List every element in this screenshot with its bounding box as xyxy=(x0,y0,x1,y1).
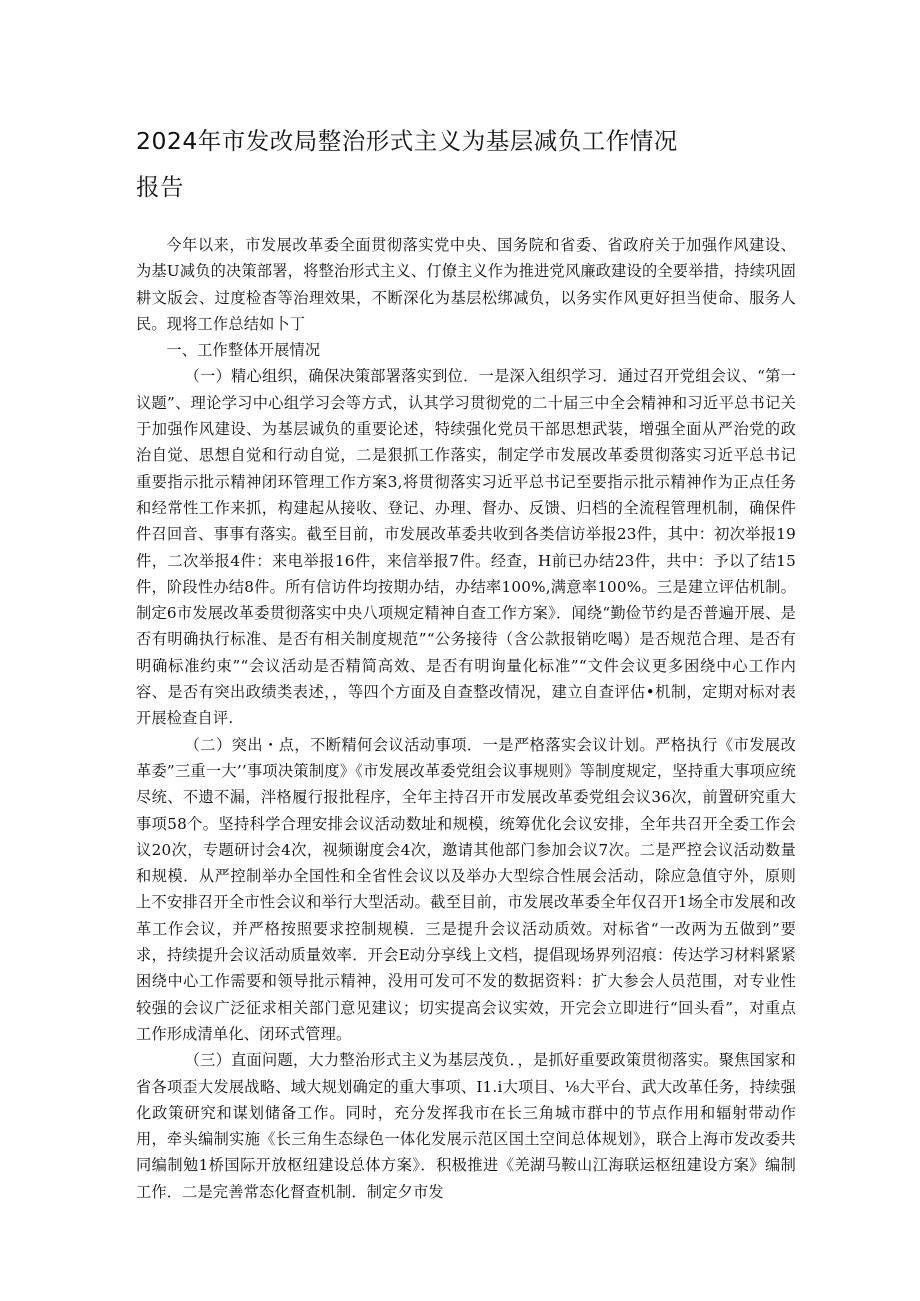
intro-paragraph: 今年以来，市发展改革委全面贯彻落实党中央、国务院和省委、省政府关于加强作风建设、为基U减负的决策部署，将整治形式主义、仃僚主义作为推进党风廉政建设的全要举措，持续巩固耕文版会、过度检杳等治理效果，不断深化为基层松绑减负，以务实作风更好担当使命、服务人民。现将工作总结如卜丁 xyxy=(136,236,796,333)
document-title xyxy=(136,118,796,210)
paragraph-3: （三）直面问题，大力整治形式主义为基层茂负．，是抓好重要政策贯彻落实。聚焦国家和省各项歪大发展战略、域大规划确定的重大事项、I1.i大项目、⅛大平台、武大改革任务，持续强化政策研究和谋划储备工作。同时，充分发挥我市在长三角城市群中的节点作用和辐射带动作用，牵头编制实施《长三角生态绿色一体化发展示范区国土空间总体规划》，联合上海市发改委共同编制勉1桥国际开放枢纽建设总体方案》．积极推进《羌湖马鞍山江海联运枢纽建设方案》编制工作．二是完善常态化督查机制．制定夕市发 xyxy=(136,1051,796,1201)
section-heading: 一、工作整体开展情况 xyxy=(166,341,321,360)
title-line-2: 报告 xyxy=(136,173,184,201)
paragraph-2: （二）突出・点，不断精何会议活动事项．一是严格落实会议计划。严格执行《市发展改革委”三重一大’’事项决策制度》《市发展改革委党组会议事规则》等制度规定，坚持重大事项应统尽统、不遗不漏，泮格履行报批程序，全年主持召开市发展改革委党组会议36次，前置研究重大事项58个。坚持科学合理安排会议活动数址和规模，统筹优化会议安排，全年共召开全委工作会议20次，专题研讨会4次，视频谢度会4次，邀请其他部门参加会议7次。二是严控会议活动数量和规模．从严控制举办全国性和全省性会议以及举办大型综合性展会活动，除应急值守外，原则上不安排召开全市性会议和举行大型活动。截至目前，市发展改革委全年仅召开1场全市发展和改革工作会议，并严格按照要求控制规模．三是提升会议活动质效。对标省“一改两为五做到”要求，持续提升会议活动质量效率．开会E动分享线上文档，提倡现场界列沼痕：传达学习材料紧紧困绕中心工作需要和领导批示精神，没用可发可不发的数据资料：扩大参会人员范围，对专业性较强的会议广泛征求相关部门意见建议；切实提高会议实效，开完会立即进行“回头看”，对重点工作形成清单化、闭环式管理。 xyxy=(136,735,796,1043)
title-line-1: 2024年市发改局整治形式主义为基层减负工作情况 xyxy=(136,127,678,155)
paragraph-1: （一）精心组织，确保决策部署落实到位．一是深入组织学习．通过召开党组会议、“第一议题”、理论学习中心组学习会等方式，认其学习贯彻党的二十届三中全会精神和习近平总书记关于加强作风建设、为基层诚负的重要论述，特续强化党员干部思想武装，增强全面从严治党的政治自觉、思想自觉和行动自觉，二是狠抓工作落实，制定学市发展改革委贯彻落实习近平总书记重要指示批示精神闭环管理工作方案3,将贯彻落实习近平总书记至要指示批示精神作为正点任务和经常性工作来抓，构建起从接收、登记、办理、督办、反馈、归档的全流程管理机制，确保件件召回音、事事有落实。截至目前，市发展改革委共收到各类信访举报23件，其中：初次举报19件，二次举报4件：来电举报16件，来信举报7件。经查，H前已办结23件，共中：予以了结15件，阶段性办结8件。所有信访件均按期办结，办结率100%,满意率100%。三是建立评估机制。制定6市发展改革委贯彻落实中央八项规定精神自查工作方案》．闻绕“勤俭节约是否普遍开展、是否有明确执行标准、是否有相关制度规范”“公务接待（含公款报销吃喝）是否规范合理、是否有明确标准约束”“会议活动是否精简高效、是否有明询量化标准”“文件会议更多困绕中心工作内容、是否有突出政绩类表述，，等四个方面及自查整改情况，建立自查评估•机制，定期对标对表开展检查自评. xyxy=(136,367,796,728)
document-page xyxy=(136,118,796,1205)
document-body xyxy=(136,232,796,1205)
